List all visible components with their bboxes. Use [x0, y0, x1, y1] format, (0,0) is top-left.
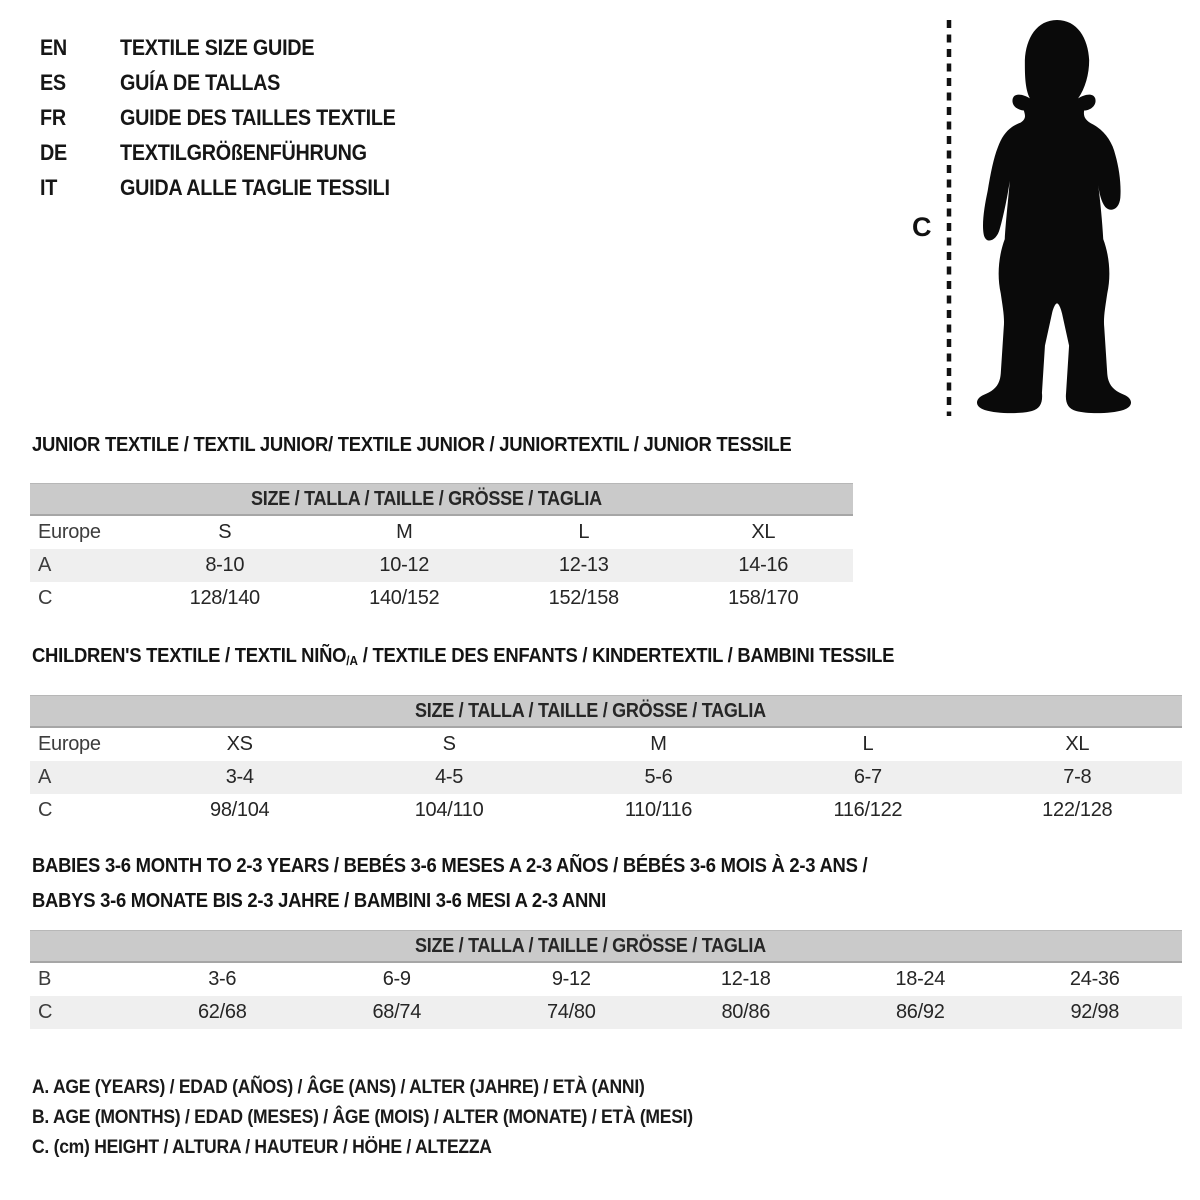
size-cell: M	[650, 733, 667, 755]
lang-row-de	[40, 135, 426, 170]
table-row-height	[30, 582, 853, 615]
table-row-europe	[30, 516, 853, 549]
row-label: C	[38, 799, 53, 821]
babies-section	[30, 848, 1182, 1029]
junior-section	[30, 434, 853, 615]
lang-row-es	[40, 65, 426, 100]
lang-title: GUIDA ALLE TAGLIE TESSILI	[120, 174, 390, 200]
babies-title-line2: BABYS 3-6 MONATE BIS 2-3 JAHRE / BAMBINI 3-6 MESI A 2-3 ANNI	[32, 889, 606, 912]
size-cell: XS	[226, 733, 253, 755]
row-label: Europe	[38, 733, 101, 755]
size-cell: 110/116	[624, 799, 693, 821]
toddler-silhouette-icon	[963, 14, 1145, 421]
size-header-row	[30, 695, 1182, 728]
legend-line-b: B. AGE (MONTHS) / EDAD (MESES) / ÂGE (MOIS) / ALTER (MONATE) / ETÀ (MESI)	[32, 1106, 693, 1128]
size-cell: 18-24	[895, 968, 946, 990]
language-title-list	[40, 30, 426, 205]
size-cell: 80/86	[659, 996, 834, 1029]
row-label: B	[38, 968, 52, 990]
size-cell: 5-6	[554, 761, 763, 794]
size-cell: 92/98	[1008, 996, 1183, 1029]
lang-title: GUIDE DES TAILLES TEXTILE	[120, 104, 396, 130]
table-row-months	[30, 963, 1182, 996]
size-cell: 24-36	[1069, 968, 1120, 990]
children-section	[30, 645, 1182, 827]
size-cell: 12-13	[494, 549, 674, 582]
size-cell: 10-12	[315, 549, 495, 582]
lang-row-fr	[40, 100, 426, 135]
lang-row-it	[40, 170, 426, 205]
lang-code: DE	[40, 139, 67, 165]
lang-code: EN	[40, 34, 67, 60]
children-section-title: CHILDREN'S TEXTILE / TEXTIL $NIÑO_{/A}$ / TEXTILE DES ENFANTS / KINDERTEXTIL / BAMBINI TESSILE	[32, 644, 895, 668]
nino-a-subscript: /A	[346, 653, 358, 668]
size-cell: 62/68	[135, 996, 310, 1029]
table-row-height	[30, 794, 1182, 827]
junior-size-table	[30, 483, 853, 615]
size-cell: 98/104	[210, 799, 270, 821]
lang-title: GUÍA DE TALLAS	[120, 69, 281, 95]
size-header-row	[30, 930, 1182, 963]
babies-size-table	[30, 930, 1182, 1029]
legend	[32, 1072, 766, 1162]
legend-line-c: C. (cm) HEIGHT / ALTURA / HAUTEUR / HÖHE / ALTEZZA	[32, 1136, 492, 1158]
size-header-bar: SIZE / TALLA / TAILLE / GRÖSSE / TAGLIA	[30, 930, 1182, 963]
row-label: A	[30, 549, 135, 582]
legend-line-a: A. AGE (YEARS) / EDAD (AÑOS) / ÂGE (ANS) / ALTER (JAHRE) / ETÀ (ANNI)	[32, 1076, 645, 1098]
table-row-age	[30, 761, 1182, 794]
size-cell: XL	[1065, 733, 1090, 755]
size-cell: 158/170	[728, 587, 799, 609]
size-cell: 68/74	[310, 996, 485, 1029]
size-cell: M	[396, 521, 413, 543]
lang-title: TEXTILGRÖßENFÜHRUNG	[120, 139, 367, 165]
lang-row-en	[40, 30, 426, 65]
row-label: Europe	[38, 521, 101, 543]
row-label: C	[38, 587, 53, 609]
lang-code: ES	[40, 69, 66, 95]
size-cell: 6-7	[763, 761, 972, 794]
size-cell: 74/80	[484, 996, 659, 1029]
row-label: C	[30, 996, 135, 1029]
size-cell: 140/152	[369, 587, 440, 609]
size-cell: S	[442, 733, 456, 755]
table-row-age	[30, 549, 853, 582]
table-row-height	[30, 996, 1182, 1029]
size-cell: 3-6	[208, 968, 237, 990]
size-header-bar: SIZE / TALLA / TAILLE / GRÖSSE / TAGLIA	[30, 695, 1182, 728]
size-cell: 14-16	[674, 549, 854, 582]
row-label: A	[30, 761, 135, 794]
babies-title-line1: BABIES 3-6 MONTH TO 2-3 YEARS / BEBÉS 3-6 MESES A 2-3 AÑOS / BÉBÉS 3-6 MOIS À 2-3 ANS /	[32, 854, 868, 877]
height-measure-line	[944, 18, 954, 418]
size-header-row	[30, 483, 853, 516]
size-cell: 116/122	[833, 799, 903, 821]
lang-code: IT	[40, 174, 58, 200]
size-cell: 122/128	[1042, 799, 1113, 821]
size-cell: 9-12	[551, 968, 591, 990]
size-cell: 12-18	[720, 968, 771, 990]
size-cell: L	[862, 733, 874, 755]
size-cell: 86/92	[833, 996, 1008, 1029]
lang-code: FR	[40, 104, 66, 130]
size-cell: 7-8	[973, 761, 1182, 794]
height-measure-label: C	[912, 212, 932, 242]
table-row-europe	[30, 728, 1182, 761]
lang-title: TEXTILE SIZE GUIDE	[120, 34, 315, 60]
size-cell: 8-10	[135, 549, 315, 582]
size-cell: 128/140	[189, 587, 260, 609]
size-cell: 6-9	[382, 968, 411, 990]
size-header-bar: SIZE / TALLA / TAILLE / GRÖSSE / TAGLIA	[30, 483, 853, 516]
size-cell: 3-4	[135, 761, 344, 794]
babies-section-title	[30, 848, 1182, 918]
size-cell: L	[578, 521, 590, 543]
size-cell: S	[218, 521, 232, 543]
size-cell: 4-5	[344, 761, 553, 794]
size-cell: 152/158	[548, 587, 619, 609]
size-cell: XL	[751, 521, 776, 543]
children-size-table	[30, 695, 1182, 827]
size-cell: 104/110	[414, 799, 484, 821]
junior-section-title: JUNIOR TEXTILE / TEXTIL JUNIOR/ TEXTILE JUNIOR / JUNIORTEXTIL / JUNIOR TESSILE	[32, 433, 792, 456]
